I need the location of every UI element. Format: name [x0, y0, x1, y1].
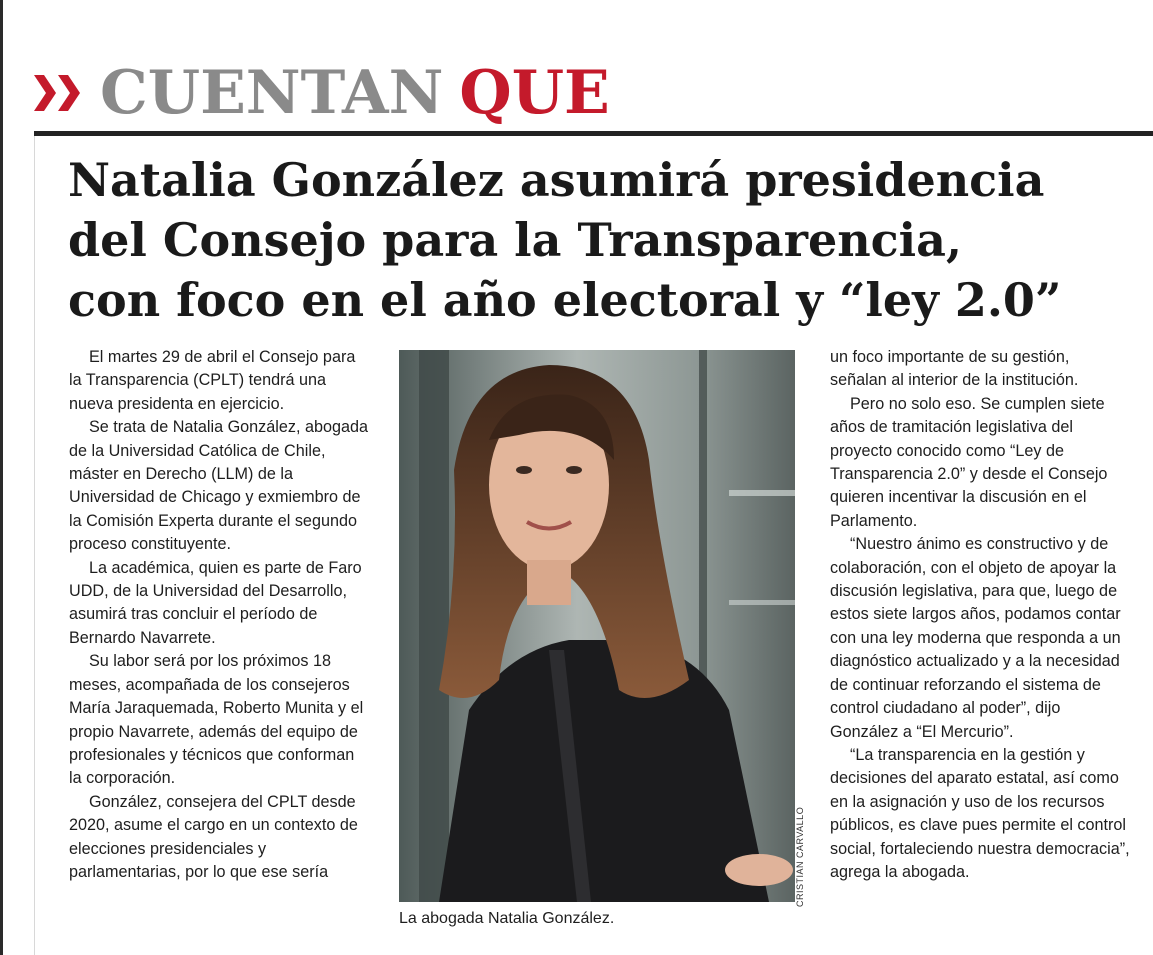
- paragraph: “La transparencia en la gestión y decisiones del aparato estatal, así como en la asignación y uso de los recursos públicos, es clave pues permite el control social, fortaleciendo nuestra democracia”, agrega la abogada.: [830, 745, 1130, 881]
- headline-line: Natalia González asumirá presidencia: [68, 153, 1045, 207]
- section-title-accent: QUE: [459, 57, 610, 128]
- article-headline: [68, 150, 1128, 330]
- article-column-left: [69, 346, 369, 884]
- photo-credit: CRISTIAN CARVALLO: [795, 806, 805, 907]
- paragraph: González, consejera del CPLT desde 2020, asume el cargo en un contexto de elecciones presidenciales y parlamentarias, por lo que ese sería: [69, 792, 358, 881]
- portrait-illustration: [399, 350, 795, 902]
- paragraph: “Nuestro ánimo es constructivo y de colaboración, con el objeto de apoyar la discusión legislativa, para que, luego de estos siete largos años, podamos contar con una ley moderna que responda a un diagnóstico actualizado y a la necesidad de continuar reforzando el sistema de control ciudadano al poder”, dijo González a “El Mercurio”.: [830, 535, 1121, 741]
- portrait-photo: [399, 350, 795, 902]
- paragraph: un foco importante de su gestión, señalan al interior de la institución.: [830, 348, 1079, 390]
- headline-line: del Consejo para la Transparencia,: [68, 213, 962, 267]
- paragraph: Pero no solo eso. Se cumplen siete años de tramitación legislativa del proyecto conocido como “Ley de Transparencia 2.0” y desde el Consejo quieren incentivar la discusión en el Parlamento.: [830, 394, 1108, 530]
- headline-line: con foco en el año electoral y “ley 2.0”: [68, 273, 1062, 327]
- photo-caption: La abogada Natalia González.: [399, 910, 615, 927]
- article-column-right: [830, 346, 1130, 884]
- article-frame-line: [34, 136, 35, 955]
- double-chevron-right-icon: [30, 63, 86, 123]
- section-title-word: CUENTAN: [100, 57, 444, 128]
- paragraph: El martes 29 de abril el Consejo para la Transparencia (CPLT) tendrá una nueva presidenta en ejercicio.: [69, 348, 356, 413]
- paragraph: Su labor será por los próximos 18 meses, acompañada de los consejeros María Jaraquemada, Roberto Munita y el propio Navarrete, además del equipo de profesionales y técnicos que conforman la corporación.: [69, 652, 364, 788]
- header-rule: [34, 131, 1153, 136]
- section-header: [30, 55, 610, 130]
- paragraph: Se trata de Natalia González, abogada de la Universidad Católica de Chile, máster en Derecho (LLM) de la Universidad de Chicago y exmiembro de la Comisión Experta durante el segundo proceso constituyente.: [69, 418, 368, 554]
- paragraph: La académica, quien es parte de Faro UDD, de la Universidad del Desarrollo, asumirá tras concluir el período de Bernardo Navarrete.: [69, 558, 362, 647]
- page-edge-rule: [0, 0, 3, 955]
